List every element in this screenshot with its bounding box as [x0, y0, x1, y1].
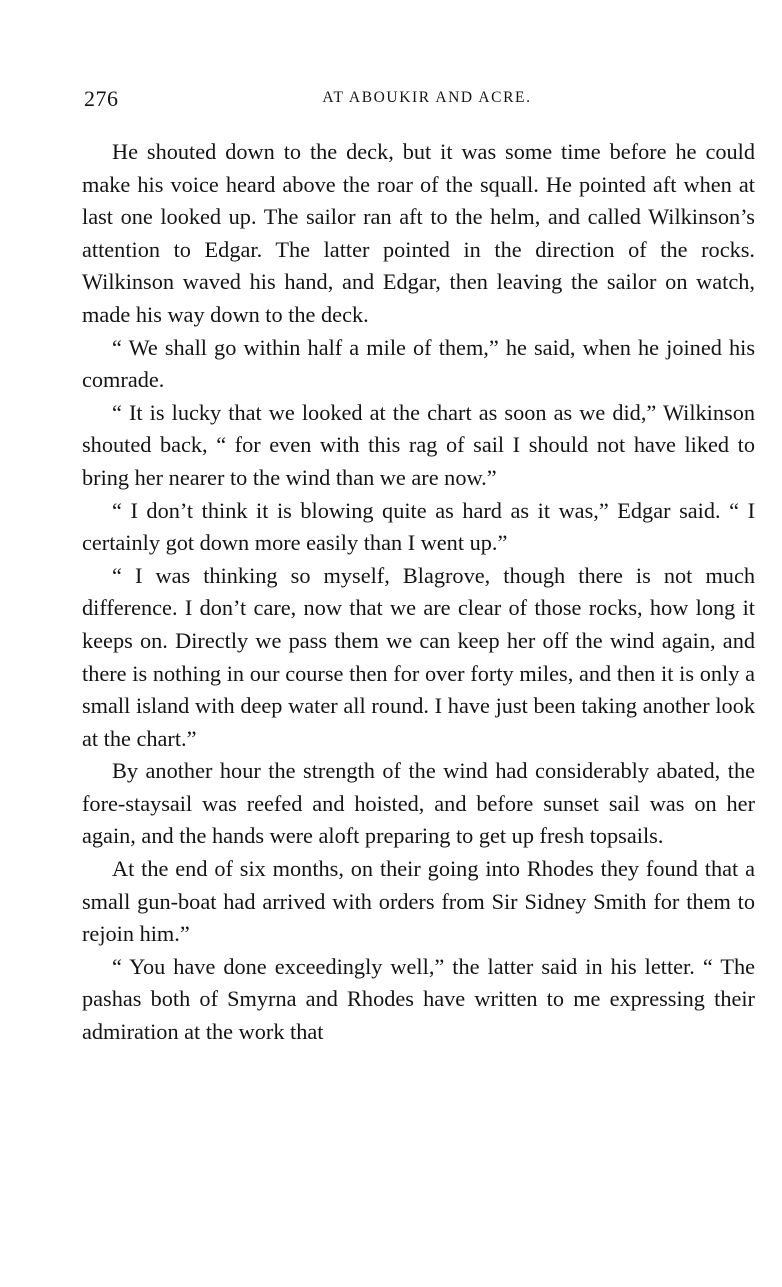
running-title: AT ABOUKIR AND ACRE. [322, 89, 532, 106]
paragraph: At the end of six months, on their going into Rhodes they found that a small gun-boat had arrived with orders from Sir Sidney Smith for them to rejoin him.” [82, 856, 755, 947]
paragraph: “ I was thinking so myself, Blagrove, though there is not much difference. I don’t care, now that we are clear of those rocks, how long it keeps on. Directly we pass them we can keep her off the wind again, and there is nothing in our course then for over forty miles, and then it is only a small island with deep water all round. I have just been taking another look at the chart.” [82, 562, 755, 751]
paragraph: “ I don’t think it is blowing quite as hard as it was,” Edgar said. “ I certainly got down more easily than I went up.” [82, 497, 755, 556]
paragraph: By another hour the strength of the wind had considerably abated, the fore-staysail was reefed and hoisted, and before sunset sail was on her again, and the hands were aloft preparing to get up fresh topsails. [82, 758, 755, 849]
body-text [82, 136, 755, 1049]
page-number: 276 [84, 86, 119, 111]
paragraph: “ It is lucky that we looked at the chart as soon as we did,” Wilkinson shouted back, “ for even with this rag of sail I should not have liked to bring her nearer to the wind than we are now.” [82, 399, 755, 490]
paragraph: “ You have done exceedingly well,” the latter said in his letter. “ The pashas both of Smyrna and Rhodes have written to me expressing their admiration at the work that [82, 953, 755, 1045]
page-header [84, 86, 756, 116]
paragraph: “ We shall go within half a mile of them,” he said, when he joined his comrade. [82, 334, 755, 393]
paragraph: He shouted down to the deck, but it was some time before he could make his voice heard above the roar of the squall. He pointed aft when at last one looked up. The sailor ran aft to the helm, and called Wilkinson’s attention to Edgar. The latter pointed in the direction of the rocks. Wilkinson waved his hand, and Edgar, then leaving the sailor on watch, made his way down to the deck. [82, 139, 755, 327]
